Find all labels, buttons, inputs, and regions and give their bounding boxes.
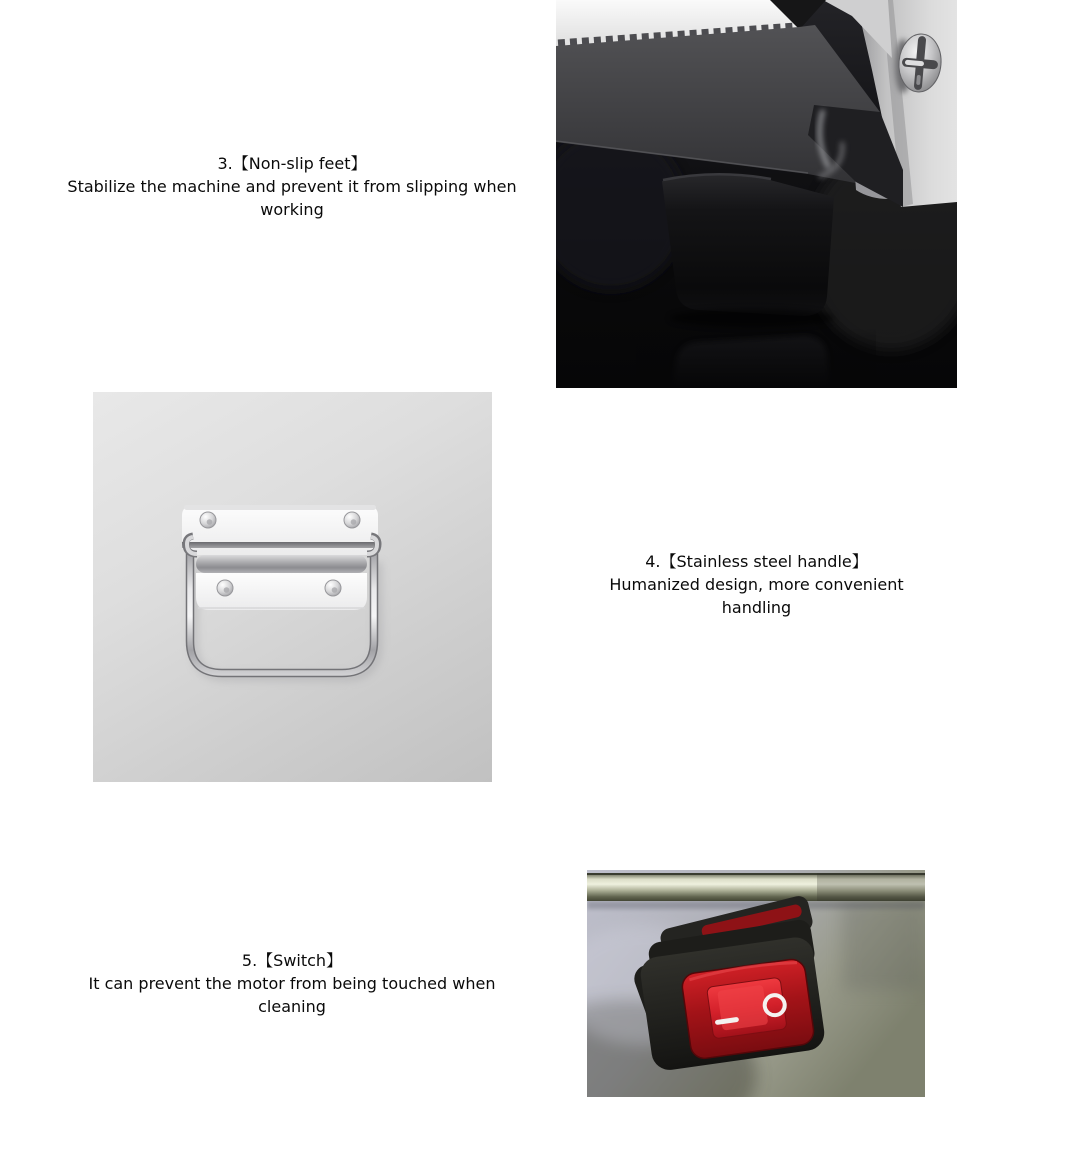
switch-illustration	[587, 870, 925, 1097]
feature-5-desc-line-2: cleaning	[258, 997, 326, 1016]
hinge-bar	[196, 555, 367, 573]
feature-5-text-block	[0, 949, 584, 1018]
feature-3-title: 3.【Non-slip feet】	[217, 154, 367, 173]
switch-rocker	[681, 958, 816, 1060]
non-slip-feet-illustration	[556, 0, 957, 388]
switch-on-symbol	[718, 1020, 737, 1023]
feature-4-title: 4.【Stainless steel handle】	[645, 552, 868, 571]
non-slip-feet-photo	[556, 0, 957, 388]
handle-illustration	[93, 392, 492, 782]
feature-4-desc-line-2: handling	[721, 598, 792, 617]
plate-fold-groove	[182, 542, 378, 548]
feature-3-text-block	[0, 152, 584, 221]
rubber-foot	[662, 175, 834, 316]
feature-3-desc-line-2: working	[260, 200, 324, 219]
rocker-switch-photo	[587, 870, 925, 1097]
feature-5-desc-line-1: It can prevent the motor from being touched when	[88, 974, 496, 993]
feature-4-desc-line-1: Humanized design, more convenient	[609, 575, 904, 594]
stainless-steel-handle-photo	[93, 392, 492, 782]
feature-4-text-block	[556, 550, 957, 619]
feature-3-desc-line-1: Stabilize the machine and prevent it from slipping when	[67, 177, 517, 196]
feature-5-title: 5.【Switch】	[241, 951, 343, 970]
